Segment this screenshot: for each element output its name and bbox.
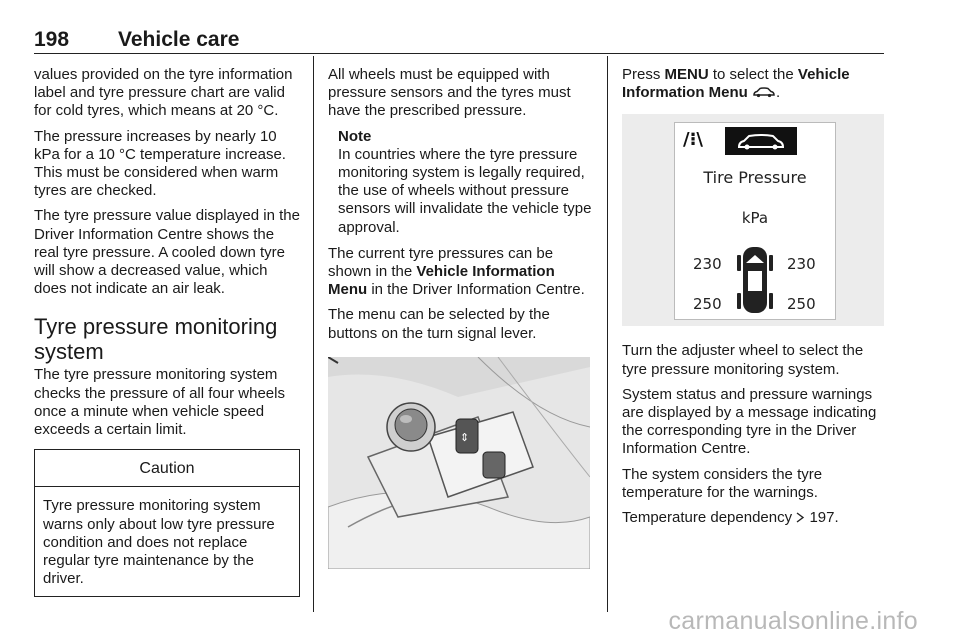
page-number: 198 bbox=[34, 28, 70, 51]
page-reference-arrow-icon[interactable] bbox=[796, 512, 805, 523]
paragraph: values provided on the tyre information label and tyre pressure chart are valid for cold tyres, which means at 20 °C. bbox=[34, 66, 293, 120]
pressure-unit: kPa bbox=[741, 209, 769, 228]
display-title: Tire Pressure bbox=[703, 168, 807, 188]
paragraph bbox=[622, 66, 886, 102]
column-divider-2 bbox=[607, 56, 608, 612]
section-title: Vehicle care bbox=[118, 28, 240, 51]
paragraph bbox=[622, 509, 886, 527]
text-run: to select the bbox=[708, 66, 798, 83]
text-run: . bbox=[776, 84, 781, 102]
text-run: Temperature dependency bbox=[622, 509, 797, 527]
car-top-view-icon bbox=[737, 247, 773, 313]
caution-text: Tyre pressure monitoring system warns only about low tyre pressure condition and does not replace regular tyre maintenance by the driver. bbox=[43, 497, 275, 588]
note-text: In countries where the tyre pressure monitoring system is legally required, the use of wheels without pressure sensors will invalidate the vehicle type approval. bbox=[338, 145, 592, 236]
column-2 bbox=[328, 66, 594, 569]
display-drawing bbox=[675, 123, 835, 319]
pressure-front-left: 230 bbox=[693, 255, 722, 274]
note-block bbox=[338, 128, 594, 237]
watermark: carmanualsonline.info bbox=[668, 607, 918, 635]
paragraph: Turn the adjuster wheel to select the tyre pressure monitoring system. bbox=[622, 342, 864, 378]
text-run: The current tyre pressures can be shown in the bbox=[328, 244, 554, 281]
road-icon: /⁝\ bbox=[683, 129, 703, 151]
header-divider bbox=[34, 53, 884, 54]
info-display-screen bbox=[674, 122, 836, 320]
tyre-pressure-display-illustration bbox=[622, 114, 884, 326]
paragraph: All wheels must be equipped with pressure sensors and the tyres must have the prescribed pressure. bbox=[328, 66, 571, 120]
car-menu-tab bbox=[725, 127, 797, 155]
pressure-rear-left: 250 bbox=[693, 295, 722, 314]
pressure-front-right: 230 bbox=[787, 255, 816, 274]
paragraph: The system considers the tyre temperature for the warnings. bbox=[622, 465, 823, 501]
text-run: in the Driver Information Centre. bbox=[367, 281, 585, 299]
column-3 bbox=[622, 66, 886, 534]
paragraph: The tyre pressure value displayed in the Driver Information Centre shows the real tyre pressure. A cooled down tyre will show a decreased value, which does not indicate an air leak. bbox=[34, 207, 300, 298]
paragraph: System status and pressure warnings are displayed by a message indicating the corresponding tyre in the Driver Information Centre. bbox=[622, 385, 877, 458]
menu-term: Vehicle Information Menu bbox=[622, 66, 850, 102]
lever-drawing bbox=[328, 357, 590, 569]
text-run: . bbox=[834, 509, 839, 527]
turn-signal-lever-illustration bbox=[328, 357, 590, 569]
paragraph: The tyre pressure monitoring system checks the pressure of all four wheels once a minute when vehicle speed exceeds a certain limit. bbox=[34, 366, 285, 439]
pressure-rear-right: 250 bbox=[787, 295, 816, 314]
paragraph: The pressure increases by nearly 10 kPa for a 10 °C temperature increase. This must be considered when warm tyres are checked. bbox=[34, 127, 286, 200]
menu-term: Vehicle Information Menu bbox=[328, 263, 555, 299]
page-header bbox=[34, 28, 884, 52]
section-heading: Tyre pressure monitoring system bbox=[34, 314, 278, 365]
note-title: Note bbox=[338, 127, 372, 145]
car-icon bbox=[752, 86, 776, 98]
column-1 bbox=[34, 66, 300, 597]
paragraph: The menu can be selected by the buttons on the turn signal lever. bbox=[328, 306, 550, 342]
svg-text:⇕: ⇕ bbox=[460, 430, 470, 444]
paragraph bbox=[328, 245, 594, 300]
column-divider-1 bbox=[313, 56, 314, 612]
text-run: Press bbox=[622, 66, 665, 83]
caution-box bbox=[34, 449, 300, 597]
caution-title: Caution bbox=[35, 450, 299, 487]
page-reference-link[interactable]: 197 bbox=[809, 509, 835, 527]
menu-button-term: MENU bbox=[664, 66, 709, 83]
